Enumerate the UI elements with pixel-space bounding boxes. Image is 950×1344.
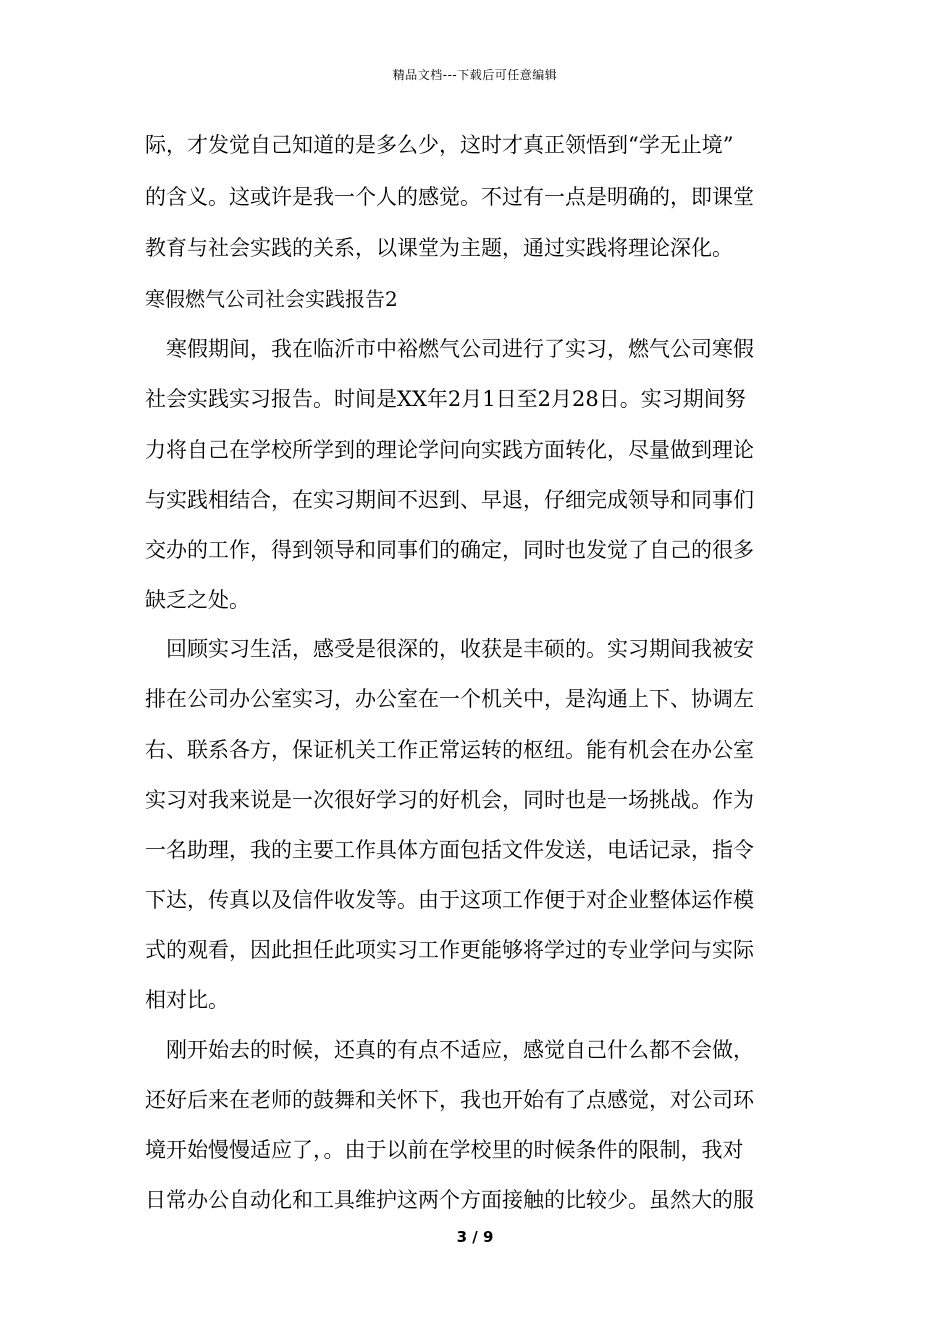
text-line: 相对比。 [145,988,229,1012]
page-number: 3 / 9 [456,1228,494,1246]
text-line: 排在公司办公室实习，办公室在一个机关中，是沟通上下、协调左 [145,687,754,711]
text-line: 的含义。这或许是我一个人的感觉。不过有一点是明确的，即课堂 [145,185,754,209]
text-line: 教育与社会实践的关系，以课堂为主题，通过实践将理论深化。 [145,236,733,260]
text-line: 社会实践实习报告。时间是XX年2月1日至2月28日。实习期间努 [145,387,746,411]
text-line: 刚开始去的时候，还真的有点不适应，感觉自己什么都不会做， [166,1038,754,1062]
text-line: 境开始慢慢适应了，。由于以前在学校里的时候条件的限制，我对 [145,1138,744,1162]
text-line: 还好后来在老师的鼓舞和关怀下，我也开始有了点感觉，对公司环 [145,1088,754,1112]
text-line: 际，才发觉自己知道的是多么少，这时才真正领悟到“学无止境” [145,133,734,157]
page-header: 精品文档---下载后可任意编辑 [392,68,558,82]
text-line: 右、联系各方，保证机关工作正常运转的枢纽。能有机会在办公室 [145,738,754,762]
text-line: 实习对我来说是一次很好学习的好机会，同时也是一场挑战。作为 [145,788,754,812]
text-line: 回顾实习生活，感受是很深的，收获是丰硕的。实习期间我被安 [166,637,754,661]
text-line: 一名助理，我的主要工作具体方面包括文件发送，电话记录，指令 [145,838,754,862]
text-line: 下达，传真以及信件收发等。由于这项工作便于对企业整体运作模 [145,888,754,912]
text-line: 力将自己在学校所学到的理论学问向实践方面转化，尽量做到理论 [145,438,754,462]
text-line: 日常办公自动化和工具维护这两个方面接触的比较少。虽然大的服 [145,1188,754,1212]
section-heading: 寒假燃气公司社会实践报告2 [145,287,398,311]
text-line: 缺乏之处。 [145,588,250,612]
text-line: 交办的工作，得到领导和同事们的确定，同时也发觉了自己的很多 [145,538,754,562]
text-line: 与实践相结合，在实习期间不迟到、早退，仔细完成领导和同事们 [145,488,754,512]
text-line: 式的观看，因此担任此项实习工作更能够将学过的专业学问与实际 [145,938,754,962]
text-line: 寒假期间，我在临沂市中裕燃气公司进行了实习，燃气公司寒假 [166,337,754,361]
